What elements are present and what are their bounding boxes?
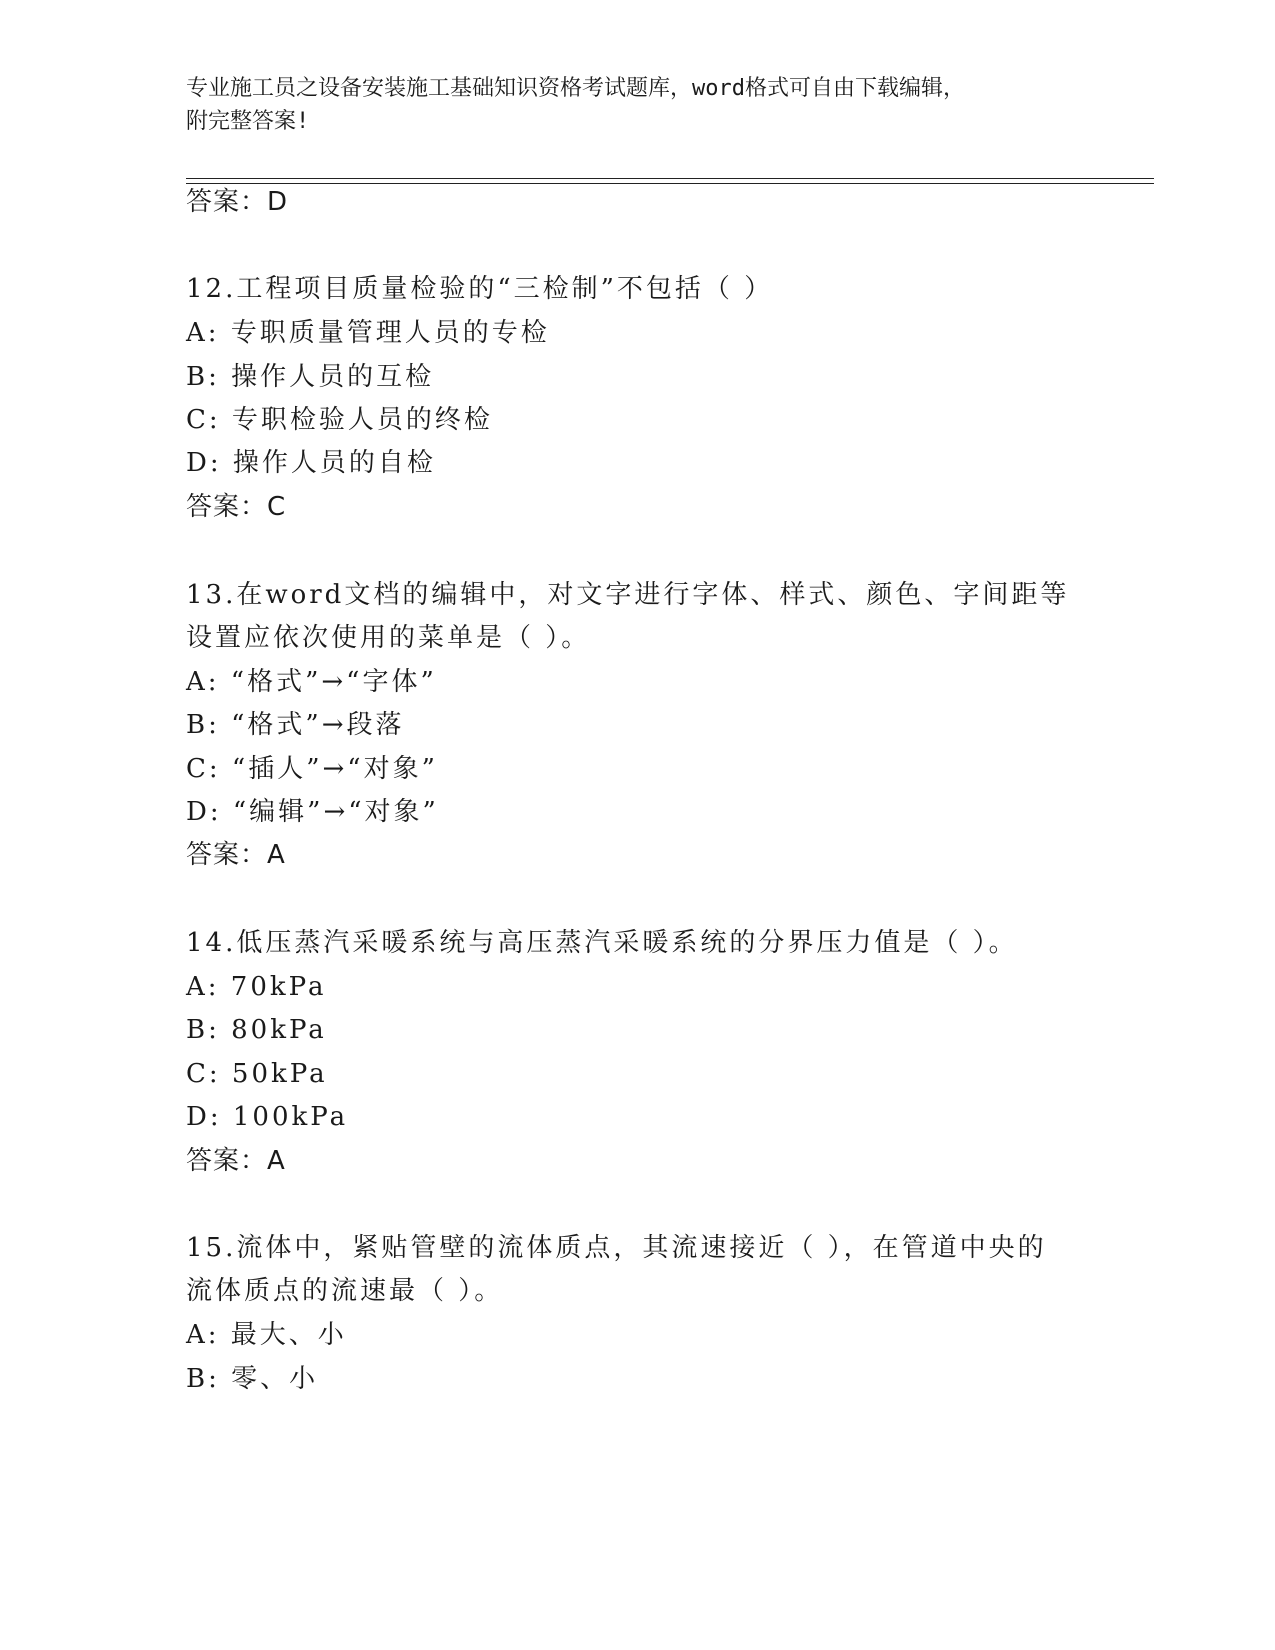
- question-13-option-c: C: “插人”→“对象”: [186, 754, 438, 784]
- question-15-text-line-2: 流体质点的流速最（ ）。: [186, 1276, 504, 1306]
- question-14-option-c: C: 50kPa: [186, 1059, 328, 1089]
- question-12-option-b: B: 操作人员的互检: [186, 362, 435, 392]
- question-15-option-a: A: 最大、小: [186, 1320, 347, 1350]
- question-12-option-d: D: 操作人员的自检: [186, 448, 436, 478]
- header-rule-bottom: [186, 183, 1154, 184]
- question-14-text: 14.低压蒸汽采暖系统与高压蒸汽采暖系统的分界压力值是（ ）。: [186, 928, 1018, 958]
- header-line-2: 附完整答案!: [186, 109, 310, 134]
- document-header: [186, 72, 1066, 138]
- question-14-option-a: A: 70kPa: [186, 972, 327, 1002]
- header-line-1: 专业施工员之设备安装施工基础知识资格考试题库，word格式可自由下载编辑，: [186, 76, 965, 101]
- question-12-option-c: C: 专职检验人员的终检: [186, 405, 493, 435]
- question-13-text-line-1: 13.在word文档的编辑中，对文字进行字体、样式、颜色、字间距等: [186, 580, 1070, 610]
- question-14-option-b: B: 80kPa: [186, 1015, 327, 1045]
- answer-14: 答案：A: [186, 1146, 286, 1176]
- question-14-option-d: D: 100kPa: [186, 1102, 349, 1132]
- question-12-text: 12.工程项目质量检验的“三检制”不包括（ ）: [186, 274, 774, 304]
- question-13-option-a: A: “格式”→“字体”: [186, 667, 437, 697]
- answer-12: 答案：C: [186, 492, 287, 522]
- question-15-option-b: B: 零、小: [186, 1364, 319, 1394]
- question-13-text-line-2: 设置应依次使用的菜单是（ ）。: [186, 623, 591, 653]
- question-15-text-line-1: 15.流体中，紧贴管壁的流体质点，其流速接近（ ），在管道中央的: [186, 1233, 1047, 1263]
- answer-13: 答案：A: [186, 840, 286, 870]
- answer-11: 答案：D: [186, 187, 289, 217]
- question-13-option-d: D: “编辑”→“对象”: [186, 797, 439, 827]
- question-12-option-a: A: 专职质量管理人员的专检: [186, 318, 550, 348]
- header-rule-top: [186, 178, 1154, 179]
- question-13-option-b: B: “格式”→段落: [186, 710, 405, 740]
